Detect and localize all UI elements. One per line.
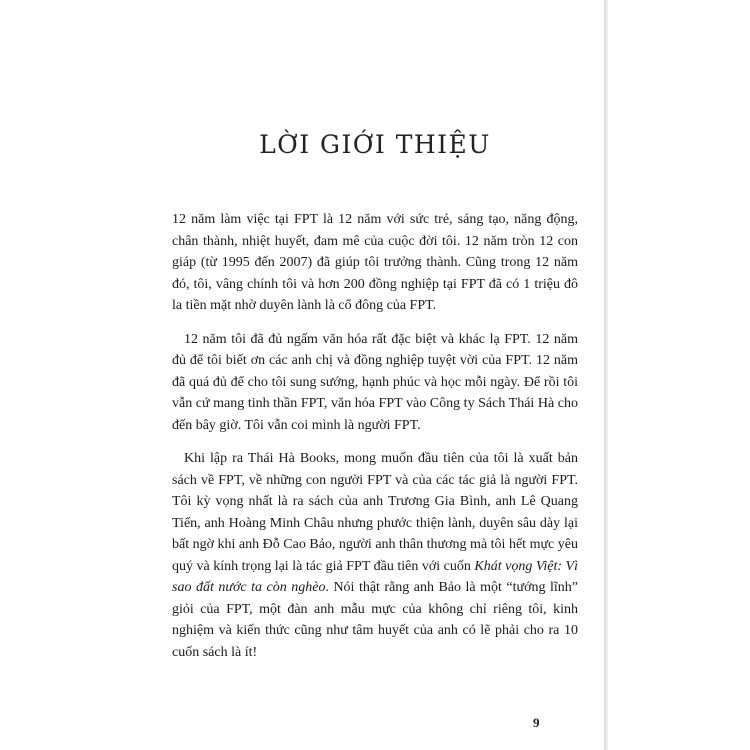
paragraph-3-text-after: . Nói thật rằng anh Bảo là một “tướng lĩnh” giỏi của FPT, một đàn anh mẫu mực của không chỉ riêng tôi, kinh nghiệm và kiến thức cũng như tâm huyết của anh có lẽ phải cho ra 10 cuốn sách là ít! — [172, 580, 578, 660]
paragraph-2: 12 năm tôi đã đủ ngấm văn hóa rất đặc biệt và khác lạ FPT. 12 năm đủ để tôi biết ơn các anh chị và đồng nghiệp tuyệt vời của FPT. 12 năm đã quá đủ để cho tôi sung sướng, hạnh phúc và học mỗi ngày. Để rồi tôi vẫn cứ mang tinh thần FPT, văn hóa FPT vào Công ty Sách Thái Hà cho đến bây giờ. Tôi vẫn coi mình là người FPT. — [172, 331, 578, 433]
paragraph-3 — [172, 448, 578, 663]
paragraph-3-text-before: Khi lập ra Thái Hà Books, mong muốn đầu tiên của tôi là xuất bản sách về FPT, về những con người FPT và của các tác giả là người FPT. Tôi kỳ vọng nhất là ra sách của anh Trương Gia Bình, anh Lê Quang Tiến, anh Hoàng Minh Châu nhưng phước thiện lành, duyên sâu dày lại bất ngờ khi anh Đỗ Cao Bảo, người anh thân thương mà tôi hết mực yêu quý và kính trọng lại là tác giả FPT đầu tiên với cuốn — [172, 451, 578, 574]
page-title: LỜI GIỚI THIỆU — [259, 130, 491, 159]
book-title-italic: Khát vọng Việt: Vì sao đất nước ta còn nghèo — [172, 558, 578, 595]
page-edge-shadow — [604, 0, 608, 750]
body-text — [172, 209, 578, 675]
page-margin-left — [0, 0, 150, 750]
paragraph-1: 12 năm làm việc tại FPT là 12 năm với sức trẻ, sáng tạo, năng động, chân thành, nhiệt huyết, đam mê của cuộc đời tôi. 12 năm tròn 12 con giáp (từ 1995 đến 2007) đã giúp tôi trưởng thành. Cũng trong 12 năm đó, tôi, vâng chính tôi và hơn 200 đồng nghiệp tại FPT đã có 1 triệu đô la tiền mặt nhờ duyên lành là cổ đông của FPT. — [172, 212, 578, 313]
page-number: 9 — [533, 715, 540, 730]
